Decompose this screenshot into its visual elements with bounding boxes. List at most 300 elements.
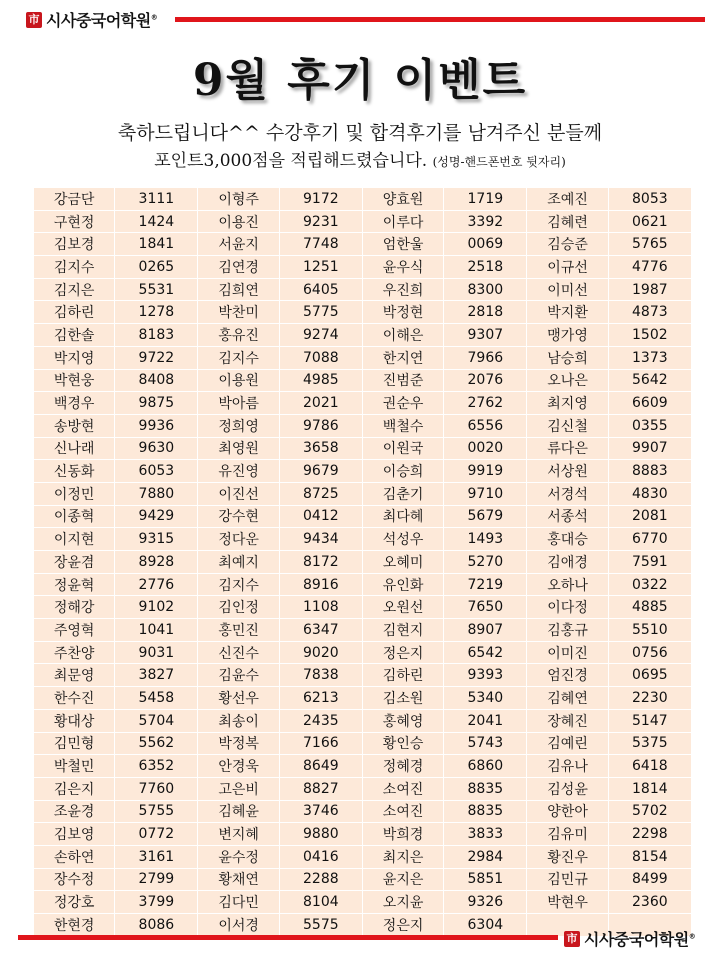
phone-digits-cell: 1841 [115,233,198,256]
table-row [34,664,692,687]
phone-digits-cell: 9710 [444,482,527,505]
table-row [34,528,692,551]
phone-digits-cell: 5270 [444,551,527,574]
phone-digits-cell: 8725 [279,482,362,505]
winner-name-cell: 정희영 [198,414,279,437]
winner-name-cell: 남승희 [527,346,608,369]
table-row [34,596,692,619]
winner-name-cell: 정은지 [362,641,443,664]
phone-digits-cell: 2435 [279,709,362,732]
winner-name-cell: 김은지 [34,777,115,800]
phone-digits-cell: 9880 [279,823,362,846]
phone-digits-cell: 7166 [279,732,362,755]
phone-digits-cell: 5562 [115,732,198,755]
phone-digits-cell: 8499 [608,868,691,891]
phone-digits-cell: 3827 [115,664,198,687]
phone-digits-cell: 5704 [115,709,198,732]
winner-name-cell: 주찬양 [34,641,115,664]
winner-name-cell: 이서경 [198,914,279,937]
winner-name-cell: 양한아 [527,800,608,823]
phone-digits-cell: 8907 [444,619,527,642]
table-row [34,732,692,755]
table-row [34,346,692,369]
phone-digits-cell: 7591 [608,551,691,574]
phone-digits-cell: 2518 [444,256,527,279]
table-row [34,460,692,483]
phone-digits-cell: 6405 [279,278,362,301]
table-row [34,256,692,279]
top-divider-bar [175,17,705,22]
phone-digits-cell: 0020 [444,437,527,460]
winner-name-cell: 최영원 [198,437,279,460]
phone-digits-cell: 0355 [608,414,691,437]
phone-digits-cell: 0412 [279,505,362,528]
winner-name-cell: 박현웅 [34,369,115,392]
winner-name-cell: 홍대승 [527,528,608,551]
phone-digits-cell: 3392 [444,210,527,233]
phone-digits-cell: 9722 [115,346,198,369]
bottom-brand-logo [564,927,695,950]
winner-name-cell: 김민규 [527,868,608,891]
table-row [34,573,692,596]
winner-name-cell: 신진수 [198,641,279,664]
winner-name-cell: 이해은 [362,324,443,347]
phone-digits-cell: 2076 [444,369,527,392]
phone-digits-cell: 2021 [279,392,362,415]
winner-name-cell: 박찬미 [198,301,279,324]
subtitle-line-1: 축하드립니다^^ 수강후기 및 합격후기를 남겨주신 분들께 [117,122,603,144]
phone-digits-cell: 7650 [444,596,527,619]
phone-digits-cell: 5510 [608,619,691,642]
winner-name-cell: 최지영 [527,392,608,415]
table-row [34,800,692,823]
winner-name-cell: 박아름 [198,392,279,415]
winner-name-cell: 오나은 [527,369,608,392]
winner-name-cell: 이미선 [527,278,608,301]
winner-name-cell: 김지은 [34,278,115,301]
winner-name-cell: 박지영 [34,346,115,369]
phone-digits-cell: 5575 [279,914,362,937]
phone-digits-cell: 9434 [279,528,362,551]
table-row [34,437,692,460]
winner-name-cell: 엄한울 [362,233,443,256]
phone-digits-cell: 9679 [279,460,362,483]
phone-digits-cell: 6352 [115,755,198,778]
winner-name-cell: 백경우 [34,392,115,415]
winner-name-cell: 조윤경 [34,800,115,823]
winner-name-cell: 박정현 [362,301,443,324]
phone-digits-cell: 1251 [279,256,362,279]
winner-name-cell: 박현우 [527,891,608,914]
winner-name-cell: 장혜진 [527,709,608,732]
phone-digits-cell: 5340 [444,687,527,710]
winner-name-cell: 진범준 [362,369,443,392]
winner-name-cell: 홍민진 [198,619,279,642]
winners-table [33,187,692,937]
phone-digits-cell: 0416 [279,845,362,868]
phone-digits-cell: 4776 [608,256,691,279]
phone-digits-cell: 9786 [279,414,362,437]
winner-name-cell: 최문영 [34,664,115,687]
winner-name-cell: 신동화 [34,460,115,483]
phone-digits-cell: 1424 [115,210,198,233]
winner-name-cell: 오지윤 [362,891,443,914]
winner-name-cell: 김하린 [362,664,443,687]
winner-name-cell: 이원국 [362,437,443,460]
table-row [34,505,692,528]
winner-name-cell: 이미진 [527,641,608,664]
table-row [34,709,692,732]
winner-name-cell: 김유미 [527,823,608,846]
phone-digits-cell: 2818 [444,301,527,324]
phone-digits-cell: 5642 [608,369,691,392]
phone-digits-cell: 9936 [115,414,198,437]
winner-name-cell: 김지수 [198,346,279,369]
winner-name-cell: 강금단 [34,188,115,211]
phone-digits-cell: 4873 [608,301,691,324]
phone-digits-cell: 9907 [608,437,691,460]
winner-name-cell: 양효원 [362,188,443,211]
phone-digits-cell: 5702 [608,800,691,823]
phone-digits-cell: 9172 [279,188,362,211]
winner-name-cell: 이정민 [34,482,115,505]
winner-name-cell: 유인화 [362,573,443,596]
phone-digits-cell: 6542 [444,641,527,664]
winner-name-cell: 오혜미 [362,551,443,574]
phone-digits-cell: 8835 [444,777,527,800]
table-row [34,278,692,301]
winner-name-cell: 서윤지 [198,233,279,256]
phone-digits-cell: 2288 [279,868,362,891]
phone-digits-cell: 0069 [444,233,527,256]
winner-name-cell: 이규선 [527,256,608,279]
table-row [34,619,692,642]
winner-name-cell: 한현경 [34,914,115,937]
table-row [34,823,692,846]
winner-name-cell: 우진희 [362,278,443,301]
winner-name-cell: 황선우 [198,687,279,710]
phone-digits-cell: 6556 [444,414,527,437]
top-brand-logo [26,8,157,31]
phone-digits-cell: 6770 [608,528,691,551]
phone-digits-cell: 0772 [115,823,198,846]
phone-digits-cell: 8827 [279,777,362,800]
phone-digits-cell: 3833 [444,823,527,846]
winner-name-cell: 주영혁 [34,619,115,642]
phone-digits-cell: 8086 [115,914,198,937]
table-row [34,551,692,574]
winner-name-cell: 고은비 [198,777,279,800]
phone-digits-cell: 5375 [608,732,691,755]
winner-name-cell: 김유나 [527,755,608,778]
phone-digits-cell: 3658 [279,437,362,460]
phone-digits-cell: 1814 [608,777,691,800]
winner-name-cell: 이용원 [198,369,279,392]
phone-digits-cell: 5147 [608,709,691,732]
phone-digits-cell: 1041 [115,619,198,642]
phone-digits-cell: 5531 [115,278,198,301]
winner-name-cell: 김신철 [527,414,608,437]
winner-name-cell: 최예지 [198,551,279,574]
table-row [34,755,692,778]
winner-name-cell: 김지수 [198,573,279,596]
winner-name-cell: 김지수 [34,256,115,279]
phone-digits-cell: 4985 [279,369,362,392]
winner-name-cell: 조예진 [527,188,608,211]
winner-name-cell: 황채연 [198,868,279,891]
winner-name-cell: 황대상 [34,709,115,732]
winner-name-cell: 장윤겸 [34,551,115,574]
winner-name-cell: 이승희 [362,460,443,483]
winner-name-cell: 이다정 [527,596,608,619]
phone-digits-cell: 7880 [115,482,198,505]
winner-name-cell: 윤우식 [362,256,443,279]
winner-name-cell: 김소원 [362,687,443,710]
winner-name-cell: 한지연 [362,346,443,369]
winner-name-cell: 김보경 [34,233,115,256]
winner-name-cell: 강수현 [198,505,279,528]
brand-name: 시사중국어학원® [584,930,696,949]
phone-digits-cell: 8172 [279,551,362,574]
winner-name-cell: 김현지 [362,619,443,642]
table-row [34,188,692,211]
winner-name-cell: 신나래 [34,437,115,460]
phone-digits-cell: 6418 [608,755,691,778]
table-row [34,414,692,437]
winner-name-cell: 김한솔 [34,324,115,347]
winner-name-cell: 정혜경 [362,755,443,778]
table-row [34,777,692,800]
winner-name-cell: 김성윤 [527,777,608,800]
phone-digits-cell: 8883 [608,460,691,483]
table-row [34,641,692,664]
winner-name-cell: 구현정 [34,210,115,233]
phone-digits-cell: 1278 [115,301,198,324]
winner-name-cell: 황인승 [362,732,443,755]
winner-name-cell: 김승준 [527,233,608,256]
page-title: 9월 후기 이벤트 [192,55,528,106]
winner-name-cell: 홍혜영 [362,709,443,732]
winner-name-cell: 서상원 [527,460,608,483]
table-row [34,868,692,891]
phone-digits-cell: 9020 [279,641,362,664]
phone-digits-cell: 0621 [608,210,691,233]
phone-digits-cell: 6609 [608,392,691,415]
phone-digits-cell: 2984 [444,845,527,868]
winner-name-cell: 안경욱 [198,755,279,778]
phone-digits-cell: 1719 [444,188,527,211]
points-text: 포인트3,000점을 적립해드렸습니다. [154,151,428,171]
winner-name-cell: 한수진 [34,687,115,710]
phone-digits-cell: 8916 [279,573,362,596]
winner-name-cell: 박지환 [527,301,608,324]
table-row [34,233,692,256]
phone-digits-cell: 5765 [608,233,691,256]
phone-digits-cell: 1373 [608,346,691,369]
winner-name-cell: 소여진 [362,777,443,800]
table-row [34,392,692,415]
phone-digits-cell: 0695 [608,664,691,687]
winner-name-cell: 김홍규 [527,619,608,642]
winner-name-cell: 김예린 [527,732,608,755]
winner-name-cell: 오하나 [527,573,608,596]
phone-digits-cell: 8154 [608,845,691,868]
phone-digits-cell: 5755 [115,800,198,823]
winner-name-cell: 이형주 [198,188,279,211]
winner-name-cell: 김윤수 [198,664,279,687]
winner-name-cell: 정윤혁 [34,573,115,596]
winner-name-cell: 백철수 [362,414,443,437]
phone-digits-cell: 9274 [279,324,362,347]
winner-name-cell: 서종석 [527,505,608,528]
phone-digits-cell: 0756 [608,641,691,664]
phone-digits-cell: 5743 [444,732,527,755]
phone-digits-cell: 2081 [608,505,691,528]
winner-name-cell: 김혜윤 [198,800,279,823]
phone-digits-cell: 9326 [444,891,527,914]
winner-name-cell: 이루다 [362,210,443,233]
phone-digits-cell: 9875 [115,392,198,415]
phone-digits-cell: 5851 [444,868,527,891]
phone-digits-cell: 3746 [279,800,362,823]
phone-digits-cell: 7760 [115,777,198,800]
phone-digits-cell: 9315 [115,528,198,551]
phone-digits-cell: 8928 [115,551,198,574]
phone-digits-cell: 0322 [608,573,691,596]
winner-name-cell: 김하린 [34,301,115,324]
phone-digits-cell: 9429 [115,505,198,528]
phone-digits-cell: 2360 [608,891,691,914]
table-row [34,324,692,347]
phone-digits-cell: 6347 [279,619,362,642]
phone-digits-cell: 8300 [444,278,527,301]
phone-digits-cell: 2041 [444,709,527,732]
winner-name-cell: 이진선 [198,482,279,505]
winner-name-cell: 박희경 [362,823,443,846]
phone-digits-cell: 4885 [608,596,691,619]
winner-name-cell: 정강호 [34,891,115,914]
phone-digits-cell: 7838 [279,664,362,687]
phone-digits-cell: 2776 [115,573,198,596]
table-row [34,891,692,914]
winner-name-cell: 송방현 [34,414,115,437]
bottom-divider-bar [18,935,558,940]
phone-digits-cell: 6304 [444,914,527,937]
winner-name-cell: 김춘기 [362,482,443,505]
phone-digits-cell: 9231 [279,210,362,233]
winner-name-cell: 김희연 [198,278,279,301]
winner-name-cell: 오원선 [362,596,443,619]
phone-digits-cell: 7966 [444,346,527,369]
winner-name-cell: 김인정 [198,596,279,619]
phone-digits-cell: 9919 [444,460,527,483]
winner-name-cell: 김보영 [34,823,115,846]
phone-digits-cell: 9031 [115,641,198,664]
winner-name-cell: 권순우 [362,392,443,415]
phone-digits-cell: 8183 [115,324,198,347]
phone-digits-cell: 7219 [444,573,527,596]
winner-name-cell: 손하연 [34,845,115,868]
phone-digits-cell: 6860 [444,755,527,778]
winner-name-cell: 윤수정 [198,845,279,868]
brand-mark-icon: 市 [26,12,42,28]
table-row [34,369,692,392]
winner-name-cell: 이용진 [198,210,279,233]
phone-digits-cell: 1502 [608,324,691,347]
phone-digits-cell: 6213 [279,687,362,710]
winner-name-cell: 윤지은 [362,868,443,891]
phone-digits-cell: 8053 [608,188,691,211]
phone-digits-cell: 5458 [115,687,198,710]
winner-name-cell: 김혜연 [527,687,608,710]
phone-digits-cell: 5775 [279,301,362,324]
winner-name-cell: 맹가영 [527,324,608,347]
phone-digits-cell: 3799 [115,891,198,914]
phone-digits-cell: 2762 [444,392,527,415]
table-row [34,845,692,868]
winner-name-cell: 김민형 [34,732,115,755]
phone-digits-cell: 8104 [279,891,362,914]
phone-digits-cell: 9630 [115,437,198,460]
winner-name-cell: 홍유진 [198,324,279,347]
winner-name-cell: 박정복 [198,732,279,755]
winner-name-cell: 최다혜 [362,505,443,528]
brand-mark-icon: 市 [564,931,580,947]
phone-digits-cell: 7748 [279,233,362,256]
phone-digits-cell: 2298 [608,823,691,846]
phone-digits-cell: 1108 [279,596,362,619]
table-row [34,210,692,233]
phone-digits-cell: 3111 [115,188,198,211]
winner-name-cell: 정은지 [362,914,443,937]
phone-digits-cell: 6053 [115,460,198,483]
winner-name-cell: 김애경 [527,551,608,574]
phone-digits-cell: 1493 [444,528,527,551]
phone-digits-cell: 9307 [444,324,527,347]
table-row [34,301,692,324]
table-row [34,482,692,505]
winner-name-cell: 변지혜 [198,823,279,846]
winner-name-cell: 이지현 [34,528,115,551]
subtitle-line-2 [0,146,720,171]
winner-name-cell: 서경석 [527,482,608,505]
winner-name-cell: 류다은 [527,437,608,460]
phone-digits-cell: 9393 [444,664,527,687]
phone-digits-cell: 2799 [115,868,198,891]
winner-name-cell: 정해강 [34,596,115,619]
winner-name-cell: 장수정 [34,868,115,891]
winner-name-cell: 정다운 [198,528,279,551]
winner-name-cell: 석성우 [362,528,443,551]
winner-name-cell: 박철민 [34,755,115,778]
phone-digits-cell: 4830 [608,482,691,505]
brand-name: 시사중국어학원® [46,11,158,30]
phone-digits-cell: 9102 [115,596,198,619]
table-row [34,687,692,710]
phone-digits-cell: 7088 [279,346,362,369]
winner-name-cell: 이종혁 [34,505,115,528]
winner-name-cell: 엄진경 [527,664,608,687]
phone-digits-cell: 8835 [444,800,527,823]
winner-name-cell: 황진우 [527,845,608,868]
phone-digits-cell: 0265 [115,256,198,279]
phone-digits-cell: 8649 [279,755,362,778]
phone-digits-cell: 3161 [115,845,198,868]
winner-name-cell: 김다민 [198,891,279,914]
winner-name-cell: 소여진 [362,800,443,823]
phone-digits-cell: 2230 [608,687,691,710]
phone-digits-cell: 1987 [608,278,691,301]
